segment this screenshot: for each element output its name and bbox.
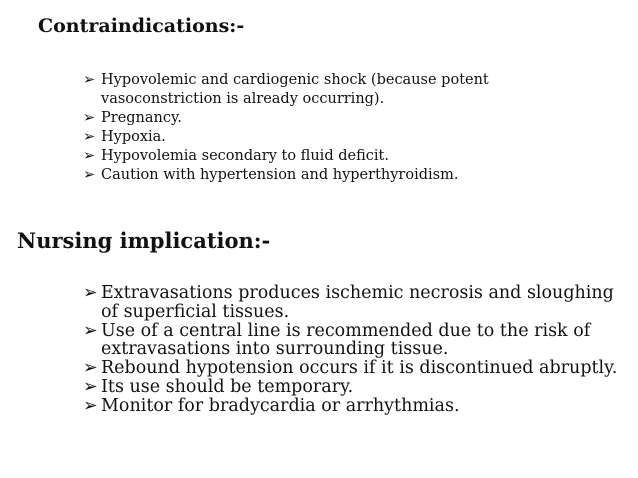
arrow-bullet-icon: ➢ bbox=[83, 283, 98, 303]
contraindications-list bbox=[83, 71, 553, 185]
list-item-text: Its use should be temporary. bbox=[101, 377, 354, 397]
list-item bbox=[83, 71, 553, 108]
list-item-text: Extravasations produces ischemic necrosis and sloughing of superficial tissues. bbox=[101, 283, 614, 322]
list-item bbox=[83, 284, 628, 321]
list-item-text: Hypovolemia secondary to fluid deficit. bbox=[101, 147, 389, 164]
arrow-bullet-icon: ➢ bbox=[83, 358, 98, 378]
list-item bbox=[83, 147, 553, 166]
list-item bbox=[83, 397, 628, 416]
list-item-text: Use of a central line is recommended due to the risk of extravasations into surrounding tissue. bbox=[101, 320, 591, 359]
arrow-bullet-icon: ➢ bbox=[83, 147, 96, 164]
arrow-bullet-icon: ➢ bbox=[83, 320, 98, 341]
contraindications-heading: Contraindications:- bbox=[38, 15, 245, 37]
list-item-text: Rebound hypotension occurs if it is discontinued abruptly. bbox=[101, 358, 618, 378]
arrow-bullet-icon: ➢ bbox=[83, 109, 96, 126]
arrow-bullet-icon: ➢ bbox=[83, 377, 98, 397]
list-item-text: Monitor for bradycardia or arrhythmias. bbox=[101, 396, 460, 416]
nursing-implication-list bbox=[83, 284, 628, 416]
list-item bbox=[83, 378, 628, 397]
arrow-bullet-icon: ➢ bbox=[83, 396, 98, 416]
list-item bbox=[83, 322, 628, 359]
nursing-implication-heading: Nursing implication:- bbox=[17, 228, 271, 253]
list-item-text: Pregnancy. bbox=[101, 109, 182, 126]
list-item bbox=[83, 128, 553, 147]
list-item bbox=[83, 359, 628, 378]
list-item-text: Hypovolemic and cardiogenic shock (because potent vasoconstriction is already occurring). bbox=[101, 72, 489, 107]
arrow-bullet-icon: ➢ bbox=[83, 128, 96, 145]
arrow-bullet-icon: ➢ bbox=[83, 72, 96, 88]
list-item bbox=[83, 109, 553, 128]
arrow-bullet-icon: ➢ bbox=[83, 166, 96, 183]
list-item bbox=[83, 166, 553, 185]
list-item-text: Hypoxia. bbox=[101, 128, 166, 145]
list-item-text: Caution with hypertension and hyperthyroidism. bbox=[101, 166, 459, 183]
